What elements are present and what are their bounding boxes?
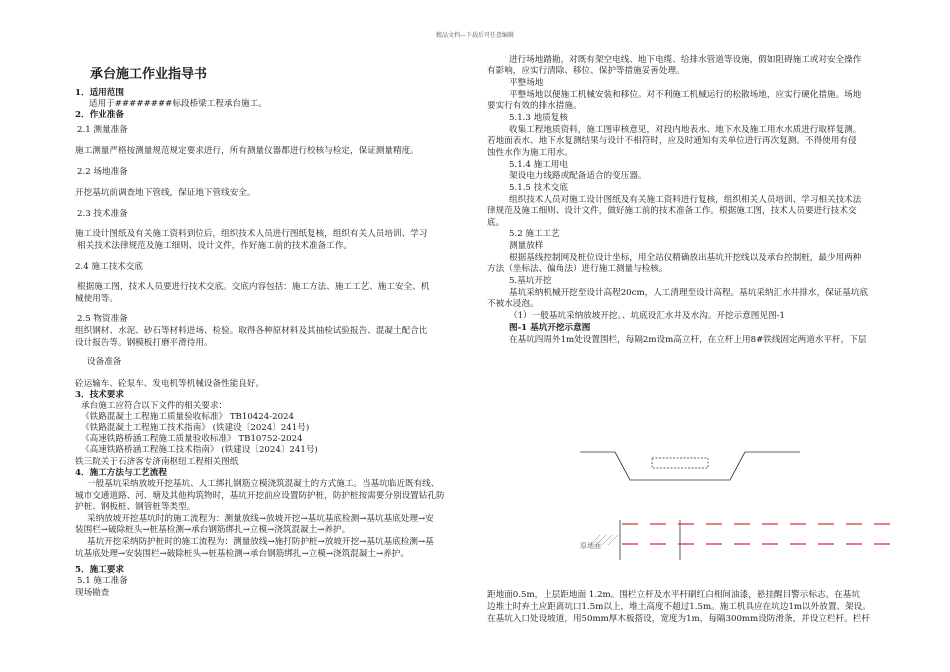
section-heading: 1．适用范围: [75, 88, 124, 98]
body-line: 在基坑四周外1m处设置围栏，每隔2m设m高立杆，在立杆上用8#铁线固定两道水平杆，下层: [509, 335, 867, 345]
body-line: 不被水浸泡。: [487, 299, 539, 309]
body-line: 采纳放坡开挖基坑时的施工流程为：测量放线→放坡开挖→基坑基底检测→基坑基底处理→安: [87, 514, 434, 524]
body-line: 5.1.4 施工用电: [509, 160, 568, 170]
body-line: （1）一般基坑采纳放坡开挖。、坑底设汇水井及水沟。开挖示意图见图-1: [509, 311, 785, 321]
body-line: 根据基线控制网及桩位设计坐标，用全站仪精确放出基坑开挖线以及承台控制桩，最少用两种: [509, 253, 862, 263]
body-line: 设计报告等。钢模板打磨平滑待用。: [75, 338, 213, 348]
body-line: 蚀性水作为施工用水。: [487, 148, 573, 158]
body-line: 《铁路混凝土工程施工技术指南》 (铁建设〔2024〕241号): [81, 423, 310, 433]
excavation-figure: [560, 420, 910, 570]
document-title: 承台施工作业指导书: [90, 67, 208, 82]
body-line: 承台施工应符合以下文件的相关要求：: [81, 401, 228, 411]
body-line: 根据施工图，技术人员要进行技术交底。交底内容包括：施工方法、施工工艺、施工安全、机: [77, 282, 430, 292]
body-line: 《高速铁路桥涵工程施工质量验收标准》 TB10752-2024: [81, 434, 303, 444]
body-line: 2.2 场地准备: [77, 167, 128, 177]
body-line: 施工设计图纸及有关施工资料到位后，组织技术人员进行图纸复核，组织有关人员培训、学习: [75, 229, 428, 239]
body-line: 装围栏→破除桩头→桩基检测→承台钢筋绑扎→立模→浇筑混凝土→养护。: [75, 525, 351, 535]
pile-cap-outline: [652, 458, 708, 468]
body-line: 收集工程地质资料，施工图审核意见，对段内地表水、地下水及施工用水水质进行取样复测。: [509, 125, 862, 135]
header-note: 精品文档---下载后可任意编辑: [435, 32, 515, 39]
body-line: 5.1 施工准备: [77, 576, 128, 586]
body-line: 底。: [487, 218, 505, 228]
body-line: 若地面表水、地下水复测结果与设计不相符时，应及时通知有关单位进行再次复测。不得使用有侵: [487, 136, 857, 146]
section-heading: 5．施工要求: [75, 565, 124, 575]
body-line: 2.5 物资准备: [77, 314, 128, 324]
body-line: 现场勘查: [75, 588, 110, 598]
body-line: 平整场地: [509, 78, 544, 88]
body-line: 《铁路混凝土工程施工质量验收标准》 TB10424-2024: [81, 412, 294, 422]
body-line: 城市交通道路、河、塘及其他构筑物时，基坑开挖前应设置防护桩，防护桩按需要分别设置钻孔防: [75, 491, 445, 501]
body-line: 坑基底处理→安装围栏→破除桩头→桩基检测→承台钢筋绑扎→立模→浇筑混凝土→养护。: [75, 549, 409, 559]
body-line: 2.3 技术准备: [77, 209, 128, 219]
body-line: 组织钢材、水泥、砂石等材料进场、检验。取得各种原材料及其抽检试验报告、混凝土配合比: [75, 326, 428, 336]
body-line: 距地面0.5m，上层距地面 1.2m。围栏立杆及水平杆刷红白相间油漆，悬挂醒目警示标志。在基坑: [487, 590, 860, 600]
section-heading: 4．施工方法与工艺流程: [75, 468, 167, 478]
body-line: 械使用等。: [75, 294, 118, 304]
body-line: 基坑开挖采纳防护桩时的施工流程为：测量放线→施打防护桩→放坡开挖→基坑基底检测→基: [87, 537, 434, 547]
body-line: 铁三院关于石济客专济南枢纽工程相关图纸: [75, 457, 239, 467]
body-line: 施工测量严格按测量规范规定要求进行，所有测量仪器都进行校核与检定，保证测量精度。: [75, 146, 419, 156]
pit-outline: [580, 452, 800, 480]
body-line: 架设电力线路或配备适合的变压器。: [509, 171, 647, 181]
body-line: 测量放样: [509, 241, 544, 251]
body-line: 平整场地以便施工机械安装和移位。对不利施工机械运行的松散场地，应实行硬化措施。场地: [509, 90, 862, 100]
body-line: 方法（坐标法、偏角法）进行施工测量与检核。: [487, 264, 668, 274]
section-heading: 2．作业准备: [75, 110, 124, 120]
section-heading: 3．技术要求: [75, 390, 124, 400]
body-line: 5.2 施工工艺: [509, 229, 560, 239]
body-line: 砼运输车、砼泵车、发电机等机械设备性能良好。: [75, 379, 265, 389]
body-line: 设备准备: [87, 357, 122, 367]
body-line: 《高速铁路桥涵工程施工技术指南》 (铁建设〔2024〕241号): [81, 445, 318, 455]
body-line: 在基坑入口处设坡道，用50mm厚木板搭设，宽度为1m，每隔300mm设防滑条，并设立栏杆。栏杆: [487, 614, 870, 624]
body-line: 5.基坑开挖: [509, 276, 552, 286]
body-line: 基坑采纳机械开挖至设计高程20cm，人工清理至设计高程。基坑采纳汇水井排水，保证基坑底: [509, 288, 869, 298]
body-line: 律规范及施工细则、设计文件，做好施工前的技术准备工作。根据施工图，技术人员要进行技术交: [487, 206, 857, 216]
body-line: 边堆土时弃土应距离坑口1.5m以上，堆土高度不超过1.5m。施工机具应在坑边1m以外放置、架设。: [487, 602, 871, 612]
body-line: 适用于########标段桥梁工程承台施工。: [89, 99, 267, 109]
body-line: 要实行有效的排水措施。: [487, 101, 582, 111]
body-line: 相关技术法律规范及施工细则、设计文件，作好施工前的技术准备工作。: [77, 241, 353, 251]
body-line: 组织技术人员对施工设计图纸及有关施工资料进行复核，组织相关人员培训、学习相关技术法: [509, 195, 862, 205]
body-line: 护桩、钢板桩、钢管桩等类型。: [75, 502, 196, 512]
fence-group: [620, 520, 890, 560]
body-line: 一般基坑采纳放坡开挖基坑、人工绑扎钢筋立模浇筑混凝土的方式施工。当基坑临近既有线、: [87, 479, 440, 489]
ground-label: 原地面: [580, 542, 601, 550]
body-line: 5.1.3 地质复核: [509, 113, 568, 123]
body-line: 2.1 测量准备: [77, 125, 128, 135]
body-line: 5.1.5 技术交底: [509, 183, 568, 193]
body-line: 2.4 施工技术交底: [75, 262, 143, 272]
body-line: 开挖基坑前调查地下管线，保证地下管线安全。: [75, 188, 256, 198]
body-line: 进行场地踏勘，对既有架空电线、地下电缆、给排水管道等设施，假如阻碍施工或对安全操作: [509, 55, 862, 65]
body-line: 有影响，应实行清除、移位、保护等措施妥善处理。: [487, 66, 685, 76]
figure-caption: 图-1 基坑开挖示意图: [509, 323, 591, 333]
